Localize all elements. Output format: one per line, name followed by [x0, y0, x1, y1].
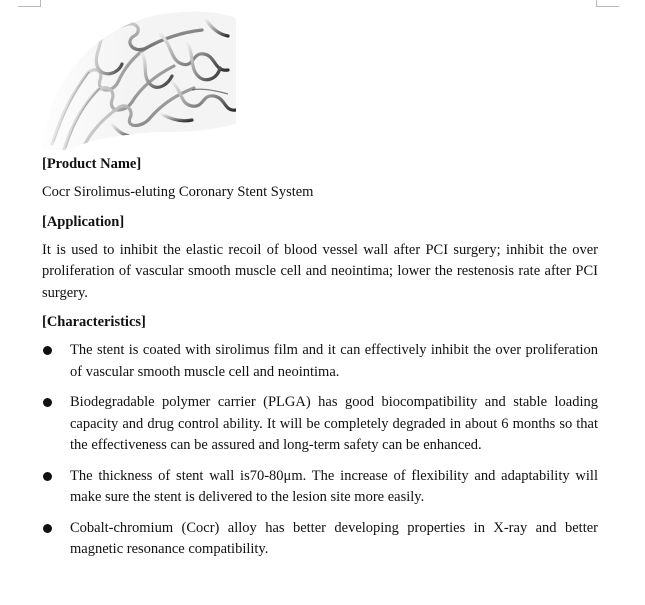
page-corner-mark-right	[596, 0, 619, 7]
stent-mesh	[42, 4, 236, 150]
characteristic-text: Cobalt-chromium (Cocr) alloy has better developing properties in X-ray and better magnetic resonance compatibility.	[70, 519, 598, 557]
characteristic-text: The thickness of stent wall is70-80μm. The increase of flexibility and adaptability will make sure the stent is delivered to the lesion site more easily.	[70, 467, 598, 505]
product-name-text: Cocr Sirolimus-eluting Coronary Stent System	[42, 184, 314, 200]
characteristic-text: Biodegradable polymer carrier (PLGA) has good biocompatibility and stable loading capacity and drug control ability. It will be completely degraded in about 6 months so that the effectiveness can be assured and long-term safety can be enhanced.	[70, 394, 598, 453]
stent-image	[42, 4, 236, 150]
bullet-dot-icon	[43, 524, 52, 533]
characteristics-list	[42, 340, 598, 561]
product-description	[42, 150, 598, 570]
page-corner-mark-left	[18, 0, 41, 7]
bullet-dot-icon	[43, 472, 52, 481]
characteristic-item	[42, 518, 598, 561]
characteristic-item	[42, 340, 598, 383]
characteristic-item	[42, 392, 598, 457]
characteristic-item	[42, 466, 598, 509]
characteristic-text: The stent is coated with sirolimus film and it can effectively inhibit the over proliferation of vascular smooth muscle cell and neointima.	[70, 342, 598, 380]
bullet-dot-icon	[43, 346, 52, 355]
characteristics-heading: [Characteristics]	[42, 314, 146, 330]
bullet-dot-icon	[43, 398, 52, 407]
application-text: It is used to inhibit the elastic recoil of blood vessel wall after PCI surgery; inhibit the over proliferation of vascular smooth muscle cell and neointima; lower the restenosis rate after PCI surgery.	[42, 241, 598, 301]
product-name-heading: [Product Name]	[42, 156, 142, 172]
application-heading: [Application]	[42, 213, 125, 230]
